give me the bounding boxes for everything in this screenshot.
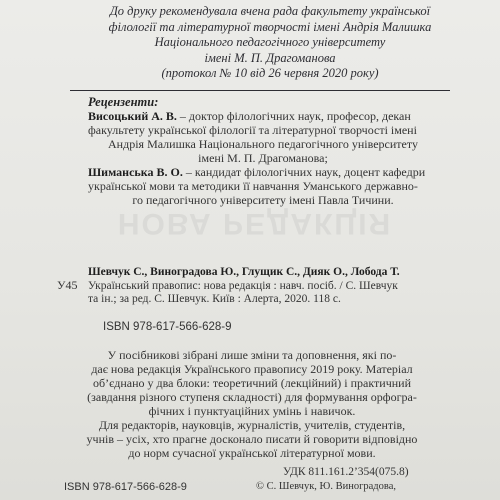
catalog-isbn: ISBN 978-617-566-628-9 bbox=[103, 321, 232, 333]
abstract-line: до норм сучасної української літературної мови. bbox=[128, 446, 376, 460]
divider bbox=[70, 90, 450, 91]
reviewer-text: Андрія Малишка Національного педагогічного університету bbox=[108, 137, 418, 151]
catalog-line: Український правопис: нова редакція : навч. посіб. / С. Шевчук bbox=[88, 279, 398, 292]
abstract bbox=[82, 348, 422, 460]
reviewers-heading: Рецензенти: bbox=[88, 95, 159, 109]
abstract-line: У посібникові зібрані лише зміни та доповнення, які по- bbox=[107, 348, 397, 362]
catalog-entry bbox=[88, 266, 440, 307]
approval-line: імені М. П. Драгоманова bbox=[204, 50, 336, 65]
reviewer-entry bbox=[88, 109, 438, 165]
abstract-line: (завдання різного ступеня складності) для формування орфогра- bbox=[87, 390, 417, 404]
approval-line: (протокол № 10 від 26 червня 2020 року) bbox=[161, 66, 379, 80]
reviewer-name: Шиманська В. О. bbox=[88, 165, 183, 179]
udk-code: УДК 811.161.2’354(075.8) bbox=[283, 466, 409, 478]
approval-block bbox=[60, 4, 480, 82]
approval-line: філології та літературної творчості імені Андрія Малишка bbox=[108, 19, 432, 34]
abstract-line: дає нова редакція Українського правопису 2019 року. Матеріал bbox=[91, 362, 413, 376]
reviewer-text: факультету української філології та літературної творчості імені bbox=[88, 123, 417, 137]
abstract-line: Для редакторів, науковців, журналістів, учителів, студентів, bbox=[98, 418, 406, 432]
reviewer-text: го педагогічного університету імені Павла Тичини. bbox=[132, 193, 394, 207]
abstract-line: фічних і пунктуаційних умінь і навичок. bbox=[148, 404, 356, 418]
catalog-authors: Шевчук С., Виноградова Ю., Глущик С., Дияк О., Лобода Т. bbox=[88, 266, 400, 278]
udc-mark: У45 bbox=[57, 278, 78, 292]
footer-isbn: ISBN 978-617-566-628-9 bbox=[64, 481, 187, 493]
reviewer-name: Висоцький А. В. bbox=[88, 109, 177, 123]
abstract-line: учнів – усіх, хто прагне досконало писати й говорити відповідно bbox=[86, 432, 418, 446]
reviewer-text: – доктор філологічних наук, професор, декан bbox=[176, 109, 411, 123]
catalog-line: та ін.; за ред. С. Шевчук. Київ : Алерта, 2020. 118 с. bbox=[88, 293, 341, 305]
approval-line: До друку рекомендувала вчена рада факультету української bbox=[109, 4, 431, 18]
reviewer-text: імені М. П. Драгоманова; bbox=[198, 151, 328, 165]
bleed-through-text: НОВА РЕДАКЦІЯ bbox=[117, 207, 393, 240]
approval-line: Національного педагогічного університету bbox=[154, 35, 386, 49]
abstract-line: об’єднано у два блоки: теоретичний (лекційний) і практичний bbox=[92, 376, 411, 390]
reviewer-entry bbox=[88, 165, 438, 207]
copyright-line: © С. Шевчук, Ю. Виноградова, bbox=[256, 481, 396, 492]
reviewer-text: української мови та методики її навчання Уманського державно- bbox=[88, 179, 418, 193]
reviewer-text: – кандидат філологічних наук, доцент кафедри bbox=[182, 165, 426, 179]
